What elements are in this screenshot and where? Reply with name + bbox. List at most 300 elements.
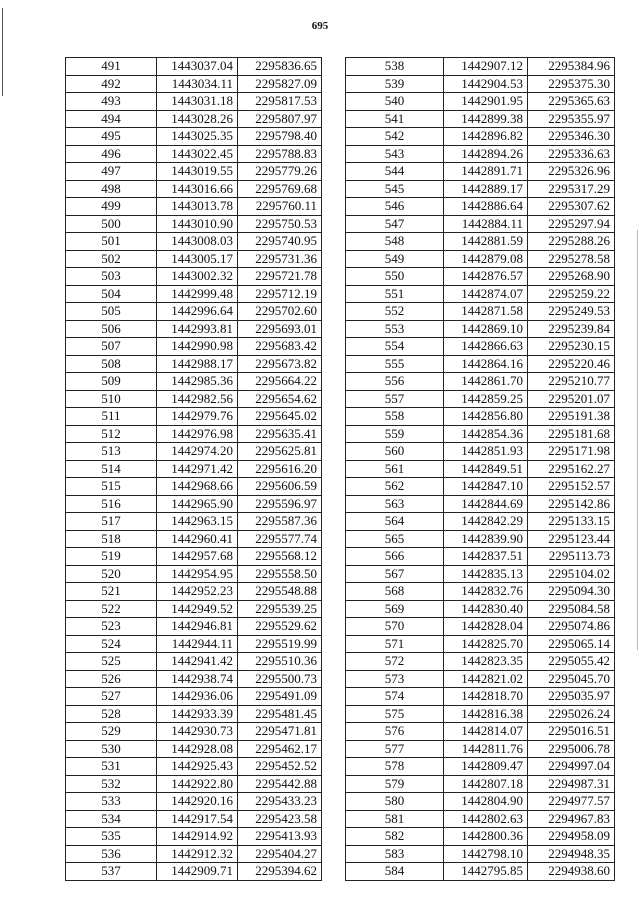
y-coordinate-cell: 2295084.58: [528, 600, 615, 618]
table-row: [346, 635, 615, 653]
table-row: [66, 58, 322, 76]
table-row: [346, 723, 615, 741]
y-coordinate-cell: 2295750.53: [238, 215, 322, 233]
x-coordinate-cell: 1442904.53: [444, 75, 528, 93]
x-coordinate-cell: 1443005.17: [157, 250, 238, 268]
x-coordinate-cell: 1442825.70: [444, 635, 528, 653]
table-row: [346, 425, 615, 443]
table-row: [66, 618, 322, 636]
point-number-cell: 577: [346, 740, 444, 758]
point-number-cell: 579: [346, 775, 444, 793]
y-coordinate-cell: 2295152.57: [528, 478, 615, 496]
table-row: [66, 775, 322, 793]
y-coordinate-cell: 2295596.97: [238, 495, 322, 513]
y-coordinate-cell: 2295104.02: [528, 565, 615, 583]
table-row: [66, 285, 322, 303]
y-coordinate-cell: 2295721.78: [238, 268, 322, 286]
point-number-cell: 540: [346, 93, 444, 111]
y-coordinate-cell: 2295471.81: [238, 723, 322, 741]
x-coordinate-cell: 1442896.82: [444, 128, 528, 146]
point-number-cell: 509: [66, 373, 157, 391]
point-number-cell: 508: [66, 355, 157, 373]
table-row: [346, 75, 615, 93]
y-coordinate-cell: 2295123.44: [528, 530, 615, 548]
table-row: [346, 233, 615, 251]
table-row: [66, 460, 322, 478]
table-row: [66, 495, 322, 513]
table-row: [66, 303, 322, 321]
y-coordinate-cell: 2295026.24: [528, 705, 615, 723]
x-coordinate-cell: 1442832.76: [444, 583, 528, 601]
x-coordinate-cell: 1442839.90: [444, 530, 528, 548]
x-coordinate-cell: 1442800.36: [444, 828, 528, 846]
point-number-cell: 528: [66, 705, 157, 723]
table-row: [346, 758, 615, 776]
y-coordinate-cell: 2295452.52: [238, 758, 322, 776]
x-coordinate-cell: 1442818.70: [444, 688, 528, 706]
point-number-cell: 512: [66, 425, 157, 443]
x-coordinate-cell: 1442804.90: [444, 793, 528, 811]
y-coordinate-cell: 2295384.96: [528, 58, 615, 76]
x-coordinate-cell: 1442821.02: [444, 670, 528, 688]
table-row: [346, 128, 615, 146]
y-coordinate-cell: 2295731.36: [238, 250, 322, 268]
table-row: [346, 390, 615, 408]
x-coordinate-cell: 1442891.71: [444, 163, 528, 181]
point-number-cell: 492: [66, 75, 157, 93]
y-coordinate-cell: 2295307.62: [528, 198, 615, 216]
y-coordinate-cell: 2295249.53: [528, 303, 615, 321]
table-row: [66, 268, 322, 286]
y-coordinate-cell: 2295162.27: [528, 460, 615, 478]
x-coordinate-cell: 1442835.13: [444, 565, 528, 583]
point-number-cell: 581: [346, 810, 444, 828]
point-number-cell: 555: [346, 355, 444, 373]
x-coordinate-cell: 1442949.52: [157, 600, 238, 618]
x-coordinate-cell: 1442856.80: [444, 408, 528, 426]
y-coordinate-cell: 2295035.97: [528, 688, 615, 706]
point-number-cell: 564: [346, 513, 444, 531]
point-number-cell: 571: [346, 635, 444, 653]
page-number: 695: [311, 20, 329, 32]
y-coordinate-cell: 2295817.53: [238, 93, 322, 111]
x-coordinate-cell: 1442907.12: [444, 58, 528, 76]
table-row: [346, 828, 615, 846]
table-row: [346, 110, 615, 128]
table-row: [66, 600, 322, 618]
y-coordinate-cell: 2295664.22: [238, 373, 322, 391]
x-coordinate-cell: 1442894.26: [444, 145, 528, 163]
point-number-cell: 521: [66, 583, 157, 601]
table-row: [346, 775, 615, 793]
y-coordinate-cell: 2295171.98: [528, 443, 615, 461]
table-row: [346, 373, 615, 391]
point-number-cell: 496: [66, 145, 157, 163]
y-coordinate-cell: 2295548.88: [238, 583, 322, 601]
table-row: [346, 145, 615, 163]
point-number-cell: 576: [346, 723, 444, 741]
x-coordinate-cell: 1442971.42: [157, 460, 238, 478]
table-row: [346, 460, 615, 478]
y-coordinate-cell: 2295181.68: [528, 425, 615, 443]
table-row: [346, 180, 615, 198]
table-row: [66, 443, 322, 461]
y-coordinate-cell: 2294938.60: [528, 863, 615, 881]
point-number-cell: 504: [66, 285, 157, 303]
y-coordinate-cell: 2295326.96: [528, 163, 615, 181]
x-coordinate-cell: 1442851.93: [444, 443, 528, 461]
point-number-cell: 525: [66, 653, 157, 671]
point-number-cell: 497: [66, 163, 157, 181]
table-row: [66, 145, 322, 163]
y-coordinate-cell: 2295201.07: [528, 390, 615, 408]
x-coordinate-cell: 1442938.74: [157, 670, 238, 688]
table-row: [346, 548, 615, 566]
point-number-cell: 503: [66, 268, 157, 286]
point-number-cell: 575: [346, 705, 444, 723]
y-coordinate-cell: 2295779.26: [238, 163, 322, 181]
point-number-cell: 516: [66, 495, 157, 513]
point-number-cell: 560: [346, 443, 444, 461]
table-row: [66, 828, 322, 846]
y-coordinate-cell: 2295529.62: [238, 618, 322, 636]
x-coordinate-cell: 1442798.10: [444, 845, 528, 863]
table-row: [346, 653, 615, 671]
point-number-cell: 494: [66, 110, 157, 128]
table-row: [66, 338, 322, 356]
y-coordinate-cell: 2295094.30: [528, 583, 615, 601]
table-row: [66, 390, 322, 408]
coordinates-table-right: [345, 57, 615, 881]
y-coordinate-cell: 2295635.41: [238, 425, 322, 443]
x-coordinate-cell: 1442914.92: [157, 828, 238, 846]
y-coordinate-cell: 2295423.58: [238, 810, 322, 828]
table-row: [66, 355, 322, 373]
y-coordinate-cell: 2295006.78: [528, 740, 615, 758]
x-coordinate-cell: 1442988.17: [157, 355, 238, 373]
y-coordinate-cell: 2295712.19: [238, 285, 322, 303]
x-coordinate-cell: 1442811.76: [444, 740, 528, 758]
table-row: [346, 513, 615, 531]
table-row: [66, 810, 322, 828]
table-row: [346, 530, 615, 548]
point-number-cell: 580: [346, 793, 444, 811]
table-row: [66, 180, 322, 198]
x-coordinate-cell: 1442957.68: [157, 548, 238, 566]
table-row: [346, 93, 615, 111]
point-number-cell: 569: [346, 600, 444, 618]
point-number-cell: 542: [346, 128, 444, 146]
point-number-cell: 553: [346, 320, 444, 338]
x-coordinate-cell: 1443022.45: [157, 145, 238, 163]
point-number-cell: 520: [66, 565, 157, 583]
table-row: [66, 548, 322, 566]
x-coordinate-cell: 1442933.39: [157, 705, 238, 723]
y-coordinate-cell: 2295113.73: [528, 548, 615, 566]
point-number-cell: 545: [346, 180, 444, 198]
point-number-cell: 507: [66, 338, 157, 356]
x-coordinate-cell: 1442912.32: [157, 845, 238, 863]
x-coordinate-cell: 1442930.73: [157, 723, 238, 741]
x-coordinate-cell: 1443013.78: [157, 198, 238, 216]
x-coordinate-cell: 1442944.11: [157, 635, 238, 653]
y-coordinate-cell: 2295230.15: [528, 338, 615, 356]
point-number-cell: 530: [66, 740, 157, 758]
table-row: [346, 600, 615, 618]
y-coordinate-cell: 2295654.62: [238, 390, 322, 408]
table-row: [346, 478, 615, 496]
y-coordinate-cell: 2295769.68: [238, 180, 322, 198]
x-coordinate-cell: 1443002.32: [157, 268, 238, 286]
y-coordinate-cell: 2295606.59: [238, 478, 322, 496]
point-number-cell: 570: [346, 618, 444, 636]
y-coordinate-cell: 2295760.11: [238, 198, 322, 216]
y-coordinate-cell: 2295462.17: [238, 740, 322, 758]
x-coordinate-cell: 1442985.36: [157, 373, 238, 391]
point-number-cell: 546: [346, 198, 444, 216]
x-coordinate-cell: 1442795.85: [444, 863, 528, 881]
x-coordinate-cell: 1442884.11: [444, 215, 528, 233]
y-coordinate-cell: 2295836.65: [238, 58, 322, 76]
y-coordinate-cell: 2295673.82: [238, 355, 322, 373]
table-row: [66, 583, 322, 601]
point-number-cell: 491: [66, 58, 157, 76]
x-coordinate-cell: 1442928.08: [157, 740, 238, 758]
point-number-cell: 495: [66, 128, 157, 146]
x-coordinate-cell: 1442854.36: [444, 425, 528, 443]
point-number-cell: 518: [66, 530, 157, 548]
x-coordinate-cell: 1442982.56: [157, 390, 238, 408]
x-coordinate-cell: 1442828.04: [444, 618, 528, 636]
y-coordinate-cell: 2295625.81: [238, 443, 322, 461]
y-coordinate-cell: 2294958.09: [528, 828, 615, 846]
y-coordinate-cell: 2295346.30: [528, 128, 615, 146]
x-coordinate-cell: 1443008.03: [157, 233, 238, 251]
table-row: [346, 863, 615, 881]
table-row: [346, 338, 615, 356]
y-coordinate-cell: 2295016.51: [528, 723, 615, 741]
x-coordinate-cell: 1442963.15: [157, 513, 238, 531]
point-number-cell: 561: [346, 460, 444, 478]
x-coordinate-cell: 1442917.54: [157, 810, 238, 828]
point-number-cell: 544: [346, 163, 444, 181]
table-row: [66, 845, 322, 863]
table-row: [66, 705, 322, 723]
table-row: [346, 740, 615, 758]
point-number-cell: 563: [346, 495, 444, 513]
point-number-cell: 539: [346, 75, 444, 93]
y-coordinate-cell: 2295394.62: [238, 863, 322, 881]
x-coordinate-cell: 1442876.57: [444, 268, 528, 286]
point-number-cell: 515: [66, 478, 157, 496]
point-number-cell: 559: [346, 425, 444, 443]
point-number-cell: 584: [346, 863, 444, 881]
point-number-cell: 506: [66, 320, 157, 338]
x-coordinate-cell: 1442909.71: [157, 863, 238, 881]
x-coordinate-cell: 1442920.16: [157, 793, 238, 811]
point-number-cell: 538: [346, 58, 444, 76]
point-number-cell: 532: [66, 775, 157, 793]
table-row: [66, 110, 322, 128]
point-number-cell: 565: [346, 530, 444, 548]
table-row: [66, 163, 322, 181]
y-coordinate-cell: 2295142.86: [528, 495, 615, 513]
y-coordinate-cell: 2295278.58: [528, 250, 615, 268]
x-coordinate-cell: 1442886.64: [444, 198, 528, 216]
point-number-cell: 534: [66, 810, 157, 828]
x-coordinate-cell: 1442874.07: [444, 285, 528, 303]
point-number-cell: 498: [66, 180, 157, 198]
x-coordinate-cell: 1442990.98: [157, 338, 238, 356]
y-coordinate-cell: 2295587.36: [238, 513, 322, 531]
x-coordinate-cell: 1442952.23: [157, 583, 238, 601]
x-coordinate-cell: 1442901.95: [444, 93, 528, 111]
point-number-cell: 514: [66, 460, 157, 478]
point-number-cell: 578: [346, 758, 444, 776]
y-coordinate-cell: 2294967.83: [528, 810, 615, 828]
x-coordinate-cell: 1442869.10: [444, 320, 528, 338]
y-coordinate-cell: 2295500.73: [238, 670, 322, 688]
y-coordinate-cell: 2295683.42: [238, 338, 322, 356]
table-row: [66, 793, 322, 811]
x-coordinate-cell: 1442844.69: [444, 495, 528, 513]
point-number-cell: 549: [346, 250, 444, 268]
point-number-cell: 541: [346, 110, 444, 128]
point-number-cell: 552: [346, 303, 444, 321]
x-coordinate-cell: 1442899.38: [444, 110, 528, 128]
y-coordinate-cell: 2295413.93: [238, 828, 322, 846]
point-number-cell: 511: [66, 408, 157, 426]
y-coordinate-cell: 2295191.38: [528, 408, 615, 426]
table-row: [66, 425, 322, 443]
table-row: [346, 408, 615, 426]
y-coordinate-cell: 2295433.23: [238, 793, 322, 811]
point-number-cell: 502: [66, 250, 157, 268]
table-row: [66, 635, 322, 653]
point-number-cell: 536: [66, 845, 157, 863]
x-coordinate-cell: 1442849.51: [444, 460, 528, 478]
y-coordinate-cell: 2295616.20: [238, 460, 322, 478]
table-row: [66, 670, 322, 688]
point-number-cell: 510: [66, 390, 157, 408]
table-row: [346, 198, 615, 216]
point-number-cell: 533: [66, 793, 157, 811]
y-coordinate-cell: 2295442.88: [238, 775, 322, 793]
y-coordinate-cell: 2294977.57: [528, 793, 615, 811]
point-number-cell: 519: [66, 548, 157, 566]
y-coordinate-cell: 2294997.04: [528, 758, 615, 776]
table-row: [66, 128, 322, 146]
point-number-cell: 527: [66, 688, 157, 706]
y-coordinate-cell: 2295558.50: [238, 565, 322, 583]
point-number-cell: 543: [346, 145, 444, 163]
x-coordinate-cell: 1442922.80: [157, 775, 238, 793]
y-coordinate-cell: 2294948.35: [528, 845, 615, 863]
y-coordinate-cell: 2295788.83: [238, 145, 322, 163]
table-row: [66, 93, 322, 111]
point-number-cell: 556: [346, 373, 444, 391]
point-number-cell: 517: [66, 513, 157, 531]
table-row: [346, 495, 615, 513]
x-coordinate-cell: 1442936.06: [157, 688, 238, 706]
x-coordinate-cell: 1442809.47: [444, 758, 528, 776]
point-number-cell: 554: [346, 338, 444, 356]
table-row: [346, 268, 615, 286]
point-number-cell: 505: [66, 303, 157, 321]
point-number-cell: 574: [346, 688, 444, 706]
y-coordinate-cell: 2295288.26: [528, 233, 615, 251]
point-number-cell: 551: [346, 285, 444, 303]
point-number-cell: 548: [346, 233, 444, 251]
y-coordinate-cell: 2295055.42: [528, 653, 615, 671]
y-coordinate-cell: 2295268.90: [528, 268, 615, 286]
point-number-cell: 493: [66, 93, 157, 111]
table-row: [66, 863, 322, 881]
y-coordinate-cell: 2295404.27: [238, 845, 322, 863]
table-row: [346, 250, 615, 268]
table-row: [346, 58, 615, 76]
x-coordinate-cell: 1442979.76: [157, 408, 238, 426]
point-number-cell: 499: [66, 198, 157, 216]
table-row: [346, 688, 615, 706]
y-coordinate-cell: 2295798.40: [238, 128, 322, 146]
x-coordinate-cell: 1443028.26: [157, 110, 238, 128]
point-number-cell: 572: [346, 653, 444, 671]
table-row: [66, 75, 322, 93]
x-coordinate-cell: 1442925.43: [157, 758, 238, 776]
y-coordinate-cell: 2295577.74: [238, 530, 322, 548]
table-row: [66, 233, 322, 251]
point-number-cell: 568: [346, 583, 444, 601]
point-number-cell: 523: [66, 618, 157, 636]
x-coordinate-cell: 1442946.81: [157, 618, 238, 636]
table-row: [346, 583, 615, 601]
y-coordinate-cell: 2295693.01: [238, 320, 322, 338]
table-row: [66, 530, 322, 548]
y-coordinate-cell: 2295519.99: [238, 635, 322, 653]
point-number-cell: 583: [346, 845, 444, 863]
y-coordinate-cell: 2294987.31: [528, 775, 615, 793]
y-coordinate-cell: 2295510.36: [238, 653, 322, 671]
x-coordinate-cell: 1442823.35: [444, 653, 528, 671]
y-coordinate-cell: 2295336.63: [528, 145, 615, 163]
x-coordinate-cell: 1442968.66: [157, 478, 238, 496]
y-coordinate-cell: 2295074.86: [528, 618, 615, 636]
x-coordinate-cell: 1442976.98: [157, 425, 238, 443]
y-coordinate-cell: 2295827.09: [238, 75, 322, 93]
table-row: [66, 723, 322, 741]
table-row: [66, 513, 322, 531]
y-coordinate-cell: 2295645.02: [238, 408, 322, 426]
point-number-cell: 513: [66, 443, 157, 461]
x-coordinate-cell: 1443016.66: [157, 180, 238, 198]
table-row: [346, 163, 615, 181]
table-row: [66, 408, 322, 426]
x-coordinate-cell: 1442842.29: [444, 513, 528, 531]
x-coordinate-cell: 1442814.07: [444, 723, 528, 741]
y-coordinate-cell: 2295045.70: [528, 670, 615, 688]
x-coordinate-cell: 1442859.25: [444, 390, 528, 408]
point-number-cell: 567: [346, 565, 444, 583]
table-row: [346, 303, 615, 321]
y-coordinate-cell: 2295065.14: [528, 635, 615, 653]
y-coordinate-cell: 2295317.29: [528, 180, 615, 198]
point-number-cell: 550: [346, 268, 444, 286]
coordinates-table-left: [65, 57, 322, 881]
x-coordinate-cell: 1442864.16: [444, 355, 528, 373]
table-row: [66, 688, 322, 706]
table-row: [346, 793, 615, 811]
